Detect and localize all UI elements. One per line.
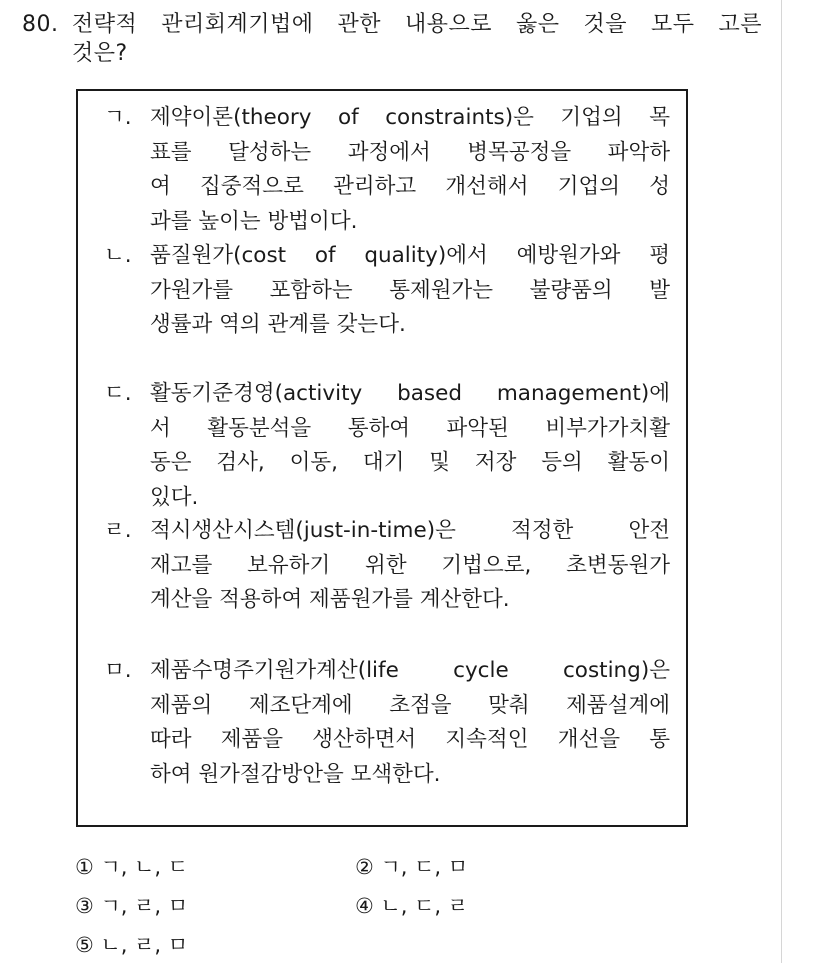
question-stem-line: 것은? <box>72 41 128 66</box>
choice-3[interactable]: ③ ㄱ, ㄹ, ㅁ <box>75 894 189 918</box>
statement-line: 제품의 제조단계에 초점을 맞춰 제품설계에 <box>150 692 670 718</box>
question-stem-line: 전략적 관리회계기법에 관한 내용으로 옳은 것을 모두 고른 <box>72 12 762 37</box>
statement-line: 여 집중적으로 관리하고 개선해서 기업의 성 <box>150 174 670 199</box>
statement-e <box>104 654 670 792</box>
question-stem <box>22 10 762 68</box>
statement-marker: ㄴ. <box>104 243 132 268</box>
statement-line: 적시생산시스템(just-in-time)은 적정한 안전 <box>150 518 670 543</box>
statement-c <box>104 377 670 515</box>
statement-marker: ㄱ. <box>104 105 132 130</box>
statement-line: 표를 달성하는 과정에서 병목공정을 파악하 <box>150 139 670 165</box>
choice-4[interactable]: ④ ㄴ, ㄷ, ㄹ <box>355 894 469 918</box>
statement-line: 가원가를 포함하는 통제원가는 불량품의 발 <box>150 277 670 303</box>
statement-line: 제품수명주기원가계산(life cycle costing)은 <box>150 658 670 683</box>
statement-box <box>76 89 688 827</box>
question <box>22 10 762 68</box>
question-number: 80. <box>22 12 59 37</box>
choice-5[interactable]: ⑤ ㄴ, ㄹ, ㅁ <box>75 933 189 957</box>
statement-line: 동은 검사, 이동, 대기 및 저장 등의 활동이 <box>150 450 670 475</box>
statement-line: 서 활동분석을 통하여 파악된 비부가가치활 <box>150 415 670 441</box>
statement-marker: ㅁ. <box>104 658 132 683</box>
statement-line: 있다. <box>150 484 199 510</box>
statement-line: 과를 높이는 방법이다. <box>150 208 358 234</box>
statement-marker: ㄹ. <box>104 518 132 543</box>
statement-line: 활동기준경영(activity based management)에 <box>150 381 670 406</box>
statement-line: 재고를 보유하기 위한 기법으로, 초변동원가 <box>150 552 670 578</box>
statement-line: 따라 제품을 생산하면서 지속적인 개선을 통 <box>150 727 670 752</box>
statement-line: 품질원가(cost of quality)에서 예방원가와 평 <box>150 243 670 268</box>
statement-marker: ㄷ. <box>104 381 132 406</box>
statement-b <box>104 239 670 343</box>
statement-line: 제약이론(theory of constraints)은 기업의 목 <box>150 105 670 130</box>
statement-a <box>104 101 670 239</box>
statement-line: 생률과 역의 관계를 갖는다. <box>150 312 406 337</box>
choice-1[interactable]: ① ㄱ, ㄴ, ㄷ <box>75 855 189 879</box>
statement-line: 계산을 적용하여 제품원가를 계산한다. <box>150 587 510 612</box>
choice-2[interactable]: ② ㄱ, ㄷ, ㅁ <box>355 855 469 879</box>
statement-line: 하여 원가절감방안을 모색한다. <box>150 761 441 787</box>
page-divider <box>781 0 782 963</box>
statement-d <box>104 514 670 618</box>
